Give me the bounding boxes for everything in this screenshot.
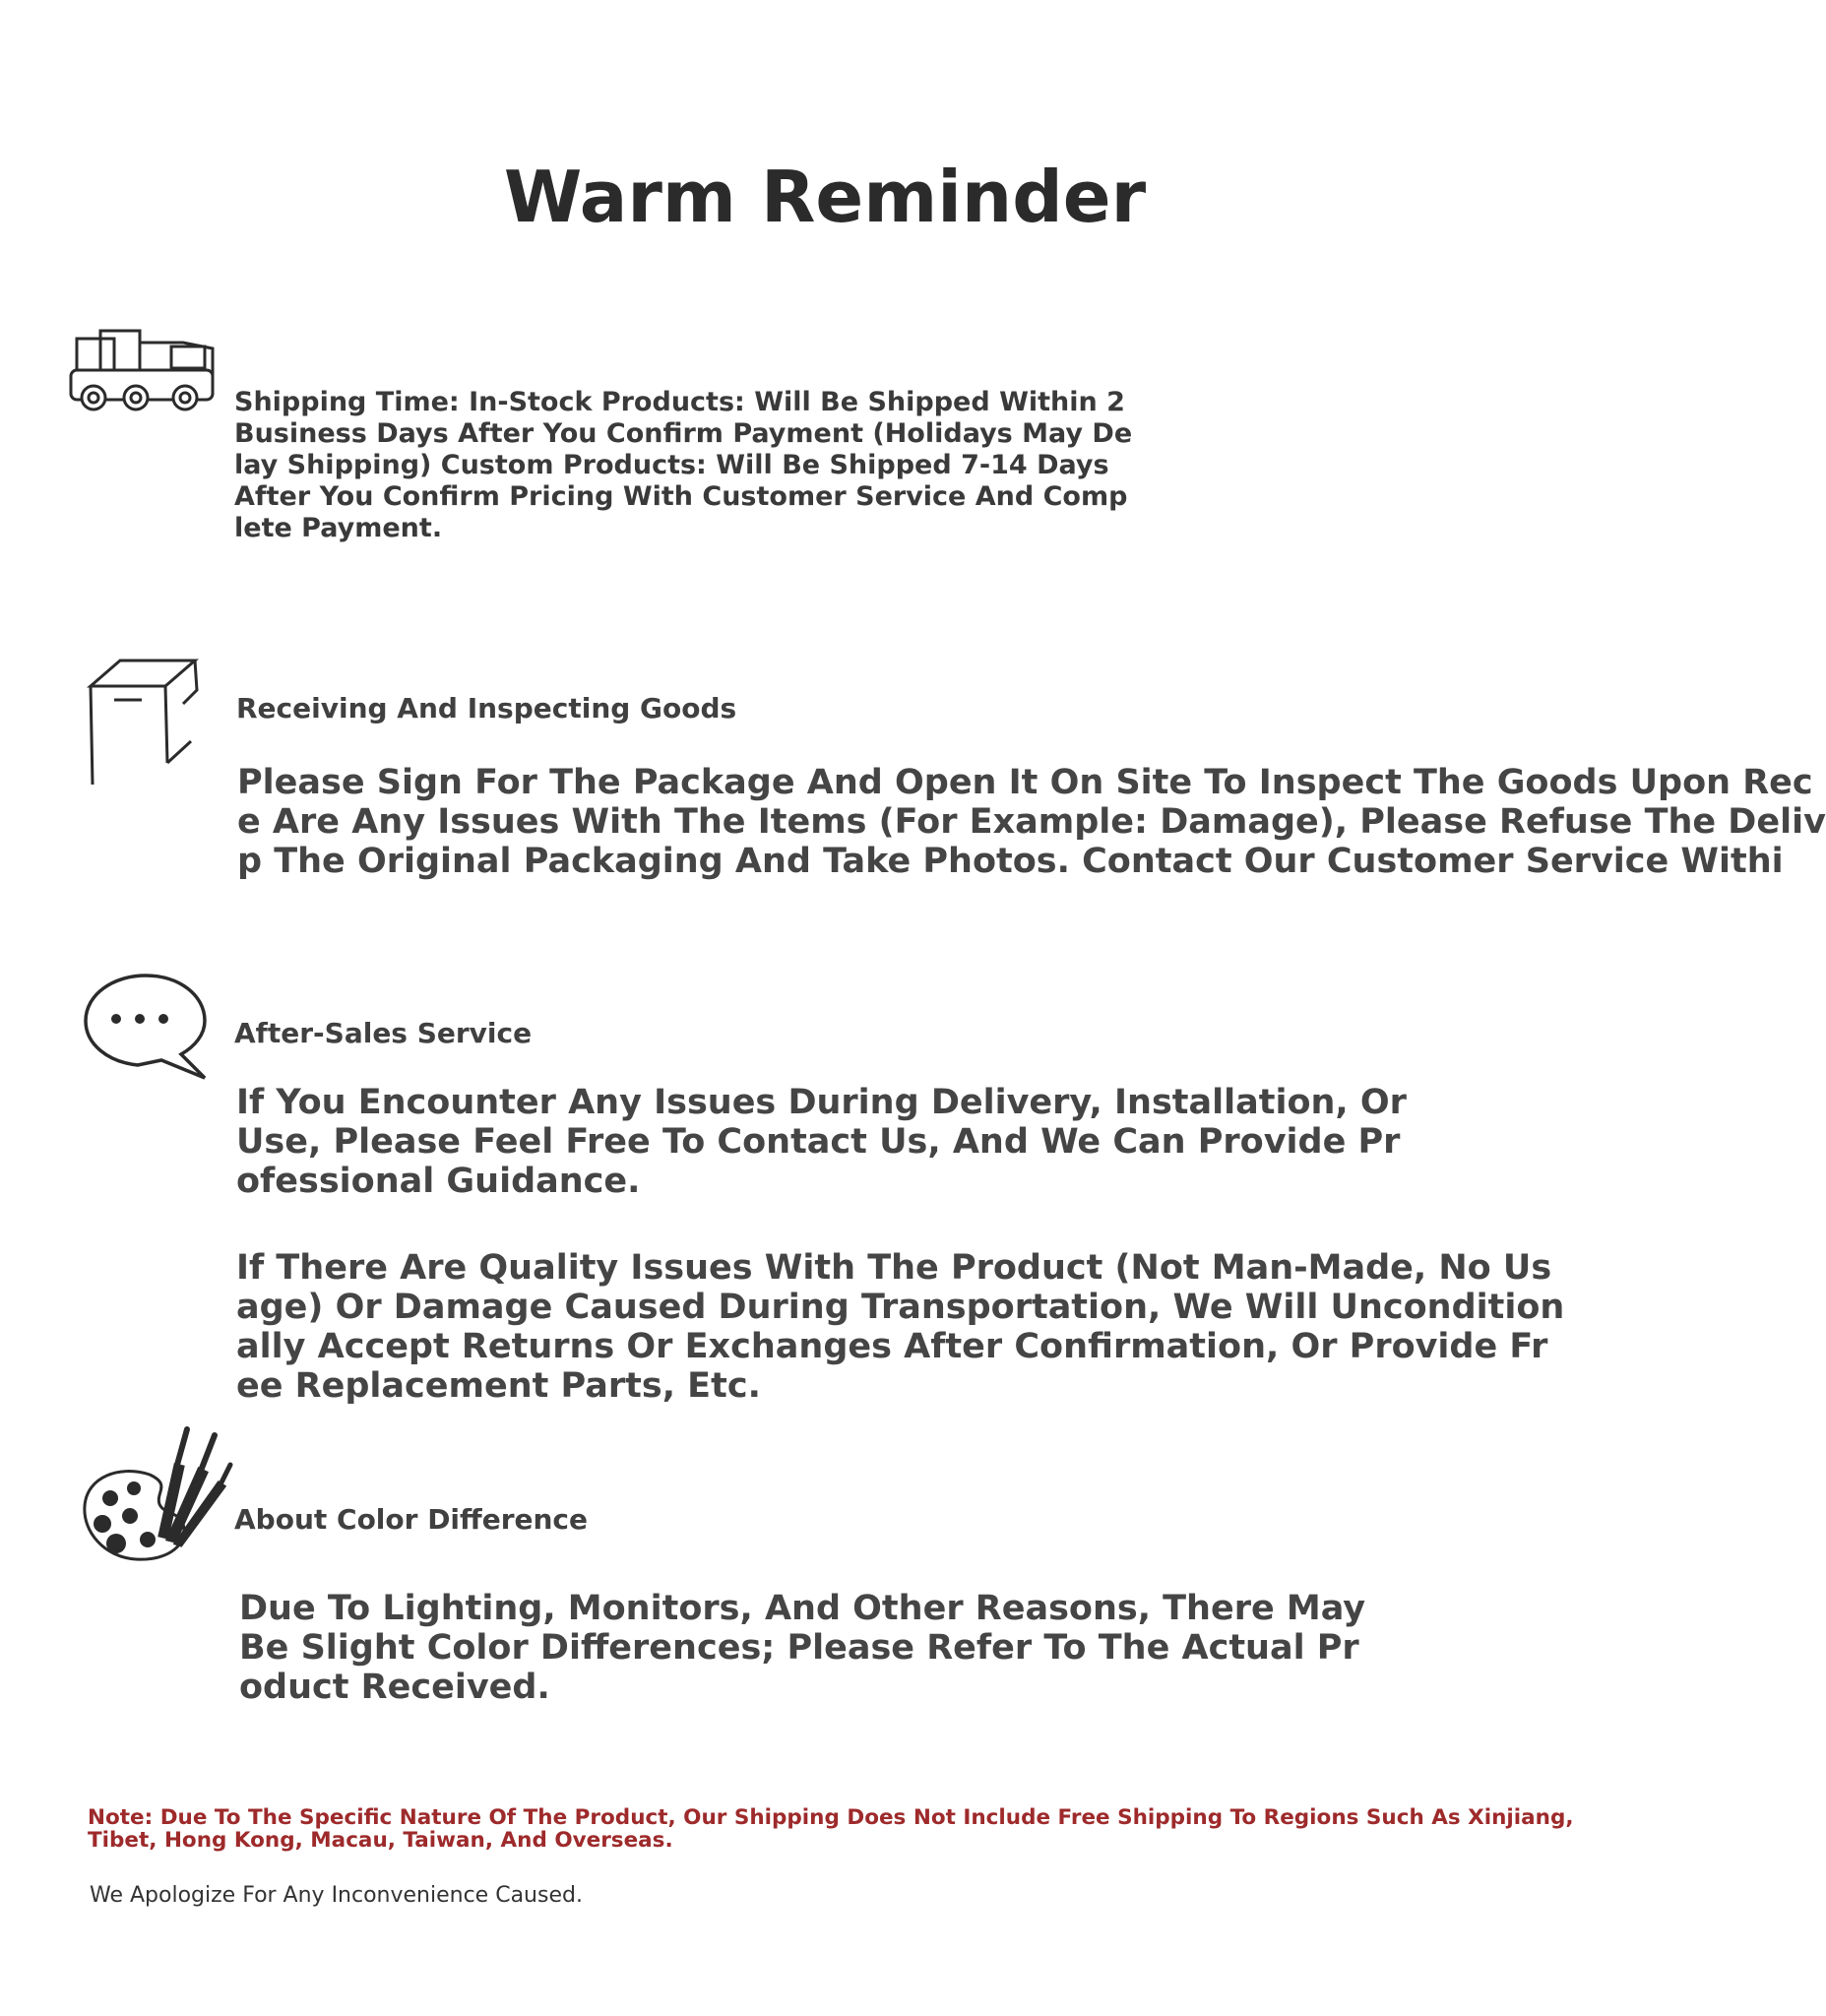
receiving-line: e Are Any Issues With The Items (For Example: Damage), Please Refuse The Deliv bbox=[237, 802, 1826, 842]
color-difference-text: Due To Lighting, Monitors, And Other Reasons, There May Be Slight Color Differences; Please Refer To The Actual Product Received. bbox=[239, 1589, 1366, 1707]
chat-bubble-icon bbox=[83, 972, 209, 1080]
box-icon bbox=[85, 659, 203, 790]
shipping-note: Note: Due To The Specific Nature Of The Product, Our Shipping Does Not Include Free Shipping To Regions Such As Xinjiang, Tibet, Hong Kong, Macau, Taiwan, And Overseas. bbox=[88, 1805, 1574, 1853]
shipping-time-text: Shipping Time: In-Stock Products: Will Be Shipped Within 2 Business Days After You Confirm Payment (Holidays May Delay Shipping) Custom Products: Will Be Shipped 7-14 Days After You Confirm Pricing With Customer Service And Complete Payment. bbox=[234, 387, 1133, 543]
page-title: Warm Reminder bbox=[503, 156, 1147, 238]
truck-icon bbox=[69, 329, 217, 417]
receiving-line: p The Original Packaging And Take Photos. Contact Our Customer Service Withi bbox=[237, 842, 1784, 881]
after-sales-heading: After-Sales Service bbox=[234, 1017, 533, 1049]
palette-icon bbox=[81, 1425, 233, 1563]
after-sales-paragraph-1: If You Encounter Any Issues During Delivery, Installation, Or Use, Please Feel Free To Contact Us, And We Can Provide Professional Guidance. bbox=[236, 1083, 1407, 1201]
receiving-line: Please Sign For The Package And Open It On Site To Inspect The Goods Upon Rec bbox=[237, 763, 1813, 802]
receiving-body bbox=[237, 763, 1826, 883]
apology-text: We Apologize For Any Inconvenience Caused. bbox=[90, 1883, 583, 1908]
receiving-heading: Receiving And Inspecting Goods bbox=[236, 692, 737, 724]
after-sales-paragraph-2: If There Are Quality Issues With The Product (Not Man-Made, No Usage) Or Damage Caused During Transportation, We Will Unconditionally Accept Returns Or Exchanges After Confirmation, Or Provide Free Replacement Parts, Etc. bbox=[236, 1248, 1565, 1406]
color-heading: About Color Difference bbox=[234, 1503, 589, 1536]
